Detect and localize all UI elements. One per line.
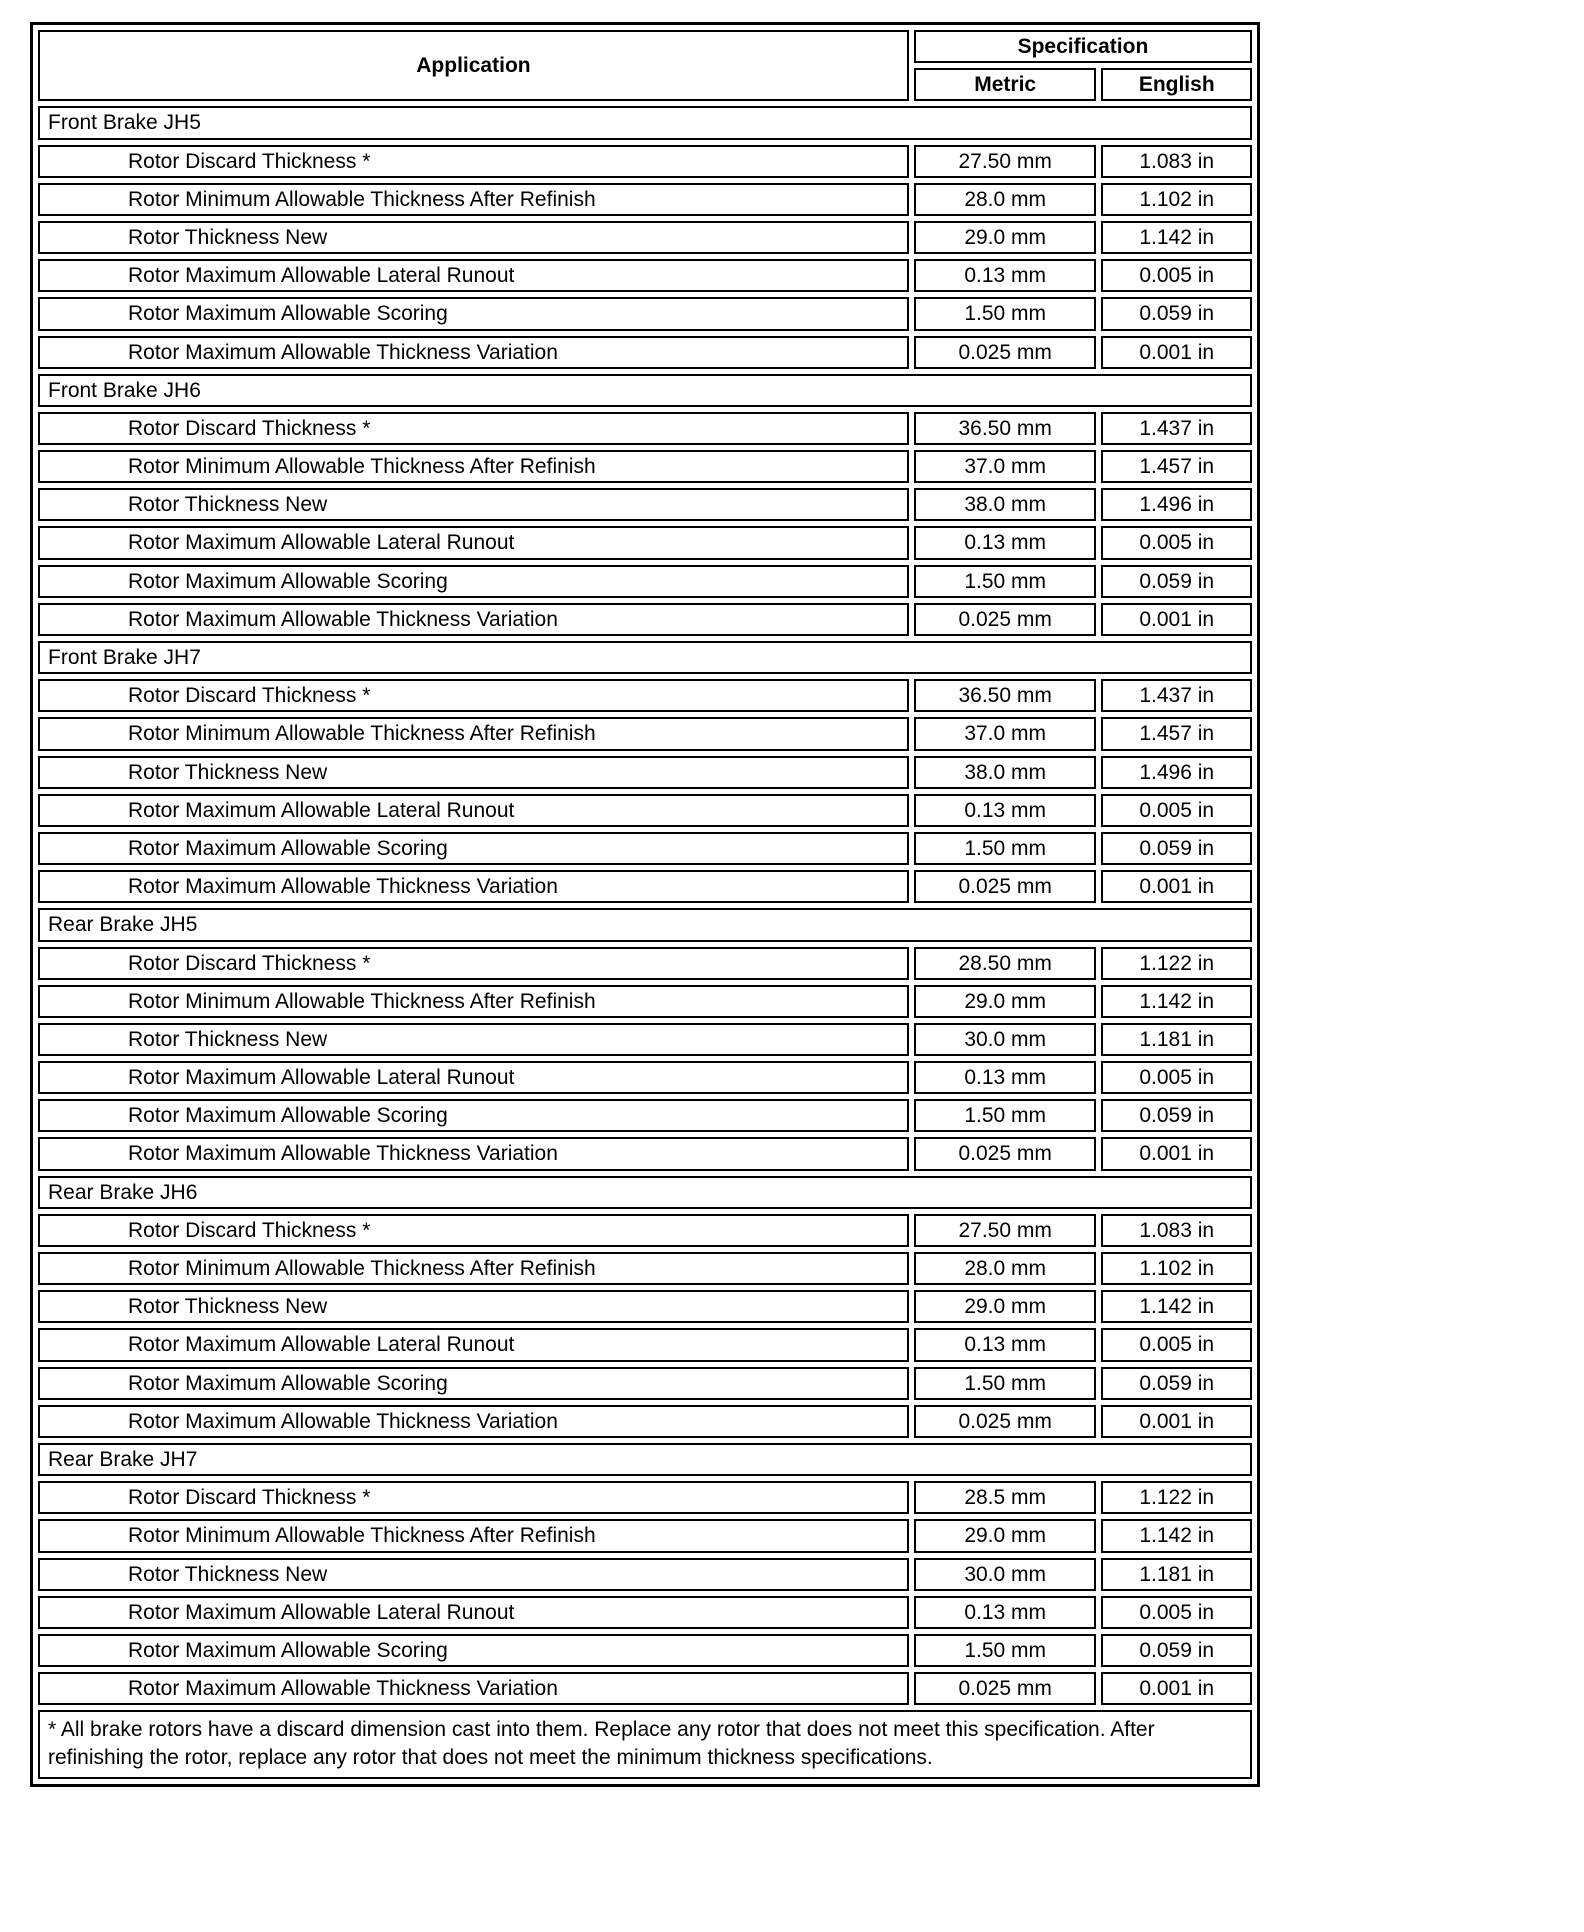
spec-row-label: Rotor Discard Thickness *: [38, 947, 909, 980]
spec-english-value: 0.001 in: [1101, 1405, 1252, 1438]
spec-row: [38, 412, 1252, 445]
spec-row: [38, 565, 1252, 598]
spec-metric-value: 1.50 mm: [914, 1099, 1097, 1132]
spec-row: [38, 221, 1252, 254]
spec-metric-value: 0.13 mm: [914, 526, 1097, 559]
section-title: Front Brake JH6: [38, 374, 1252, 407]
spec-row-label: Rotor Minimum Allowable Thickness After Refinish: [38, 450, 909, 483]
spec-metric-value: 28.5 mm: [914, 1481, 1097, 1514]
spec-row-label: Rotor Maximum Allowable Thickness Variation: [38, 1405, 909, 1438]
spec-metric-value: 0.025 mm: [914, 870, 1097, 903]
spec-row-label: Rotor Maximum Allowable Lateral Runout: [38, 259, 909, 292]
spec-english-value: 0.005 in: [1101, 1061, 1252, 1094]
spec-metric-value: 1.50 mm: [914, 832, 1097, 865]
spec-english-value: 1.083 in: [1101, 145, 1252, 178]
spec-row-label: Rotor Maximum Allowable Thickness Variation: [38, 336, 909, 369]
section-title: Rear Brake JH5: [38, 908, 1252, 941]
section-header-row: [38, 106, 1252, 139]
spec-row-label: Rotor Maximum Allowable Thickness Variation: [38, 1672, 909, 1705]
spec-row: [38, 1061, 1252, 1094]
spec-metric-value: 36.50 mm: [914, 412, 1097, 445]
spec-row-label: Rotor Minimum Allowable Thickness After Refinish: [38, 985, 909, 1018]
spec-english-value: 1.496 in: [1101, 488, 1252, 521]
spec-english-value: 0.059 in: [1101, 1099, 1252, 1132]
spec-row: [38, 1023, 1252, 1056]
spec-row: [38, 756, 1252, 789]
spec-row: [38, 679, 1252, 712]
spec-row-label: Rotor Minimum Allowable Thickness After Refinish: [38, 1252, 909, 1285]
section-header-row: [38, 1176, 1252, 1209]
spec-row-label: Rotor Maximum Allowable Lateral Runout: [38, 1061, 909, 1094]
spec-metric-value: 0.025 mm: [914, 603, 1097, 636]
spec-row-label: Rotor Minimum Allowable Thickness After Refinish: [38, 183, 909, 216]
spec-metric-value: 28.0 mm: [914, 1252, 1097, 1285]
spec-metric-value: 37.0 mm: [914, 450, 1097, 483]
spec-metric-value: 1.50 mm: [914, 297, 1097, 330]
spec-metric-value: 38.0 mm: [914, 488, 1097, 521]
english-column-header: English: [1101, 68, 1252, 101]
spec-metric-value: 29.0 mm: [914, 221, 1097, 254]
spec-english-value: 1.437 in: [1101, 679, 1252, 712]
spec-row-label: Rotor Discard Thickness *: [38, 412, 909, 445]
spec-row-label: Rotor Maximum Allowable Scoring: [38, 565, 909, 598]
spec-english-value: 1.181 in: [1101, 1558, 1252, 1591]
spec-row-label: Rotor Maximum Allowable Lateral Runout: [38, 1328, 909, 1361]
spec-row: [38, 1099, 1252, 1132]
spec-english-value: 0.059 in: [1101, 1367, 1252, 1400]
spec-row: [38, 1367, 1252, 1400]
spec-row-label: Rotor Thickness New: [38, 1290, 909, 1323]
spec-english-value: 0.005 in: [1101, 794, 1252, 827]
section-header-row: [38, 641, 1252, 674]
section-title: Front Brake JH7: [38, 641, 1252, 674]
spec-metric-value: 27.50 mm: [914, 145, 1097, 178]
spec-row: [38, 488, 1252, 521]
spec-english-value: 1.102 in: [1101, 1252, 1252, 1285]
spec-english-value: 0.001 in: [1101, 1672, 1252, 1705]
metric-column-header: Metric: [914, 68, 1097, 101]
spec-metric-value: 29.0 mm: [914, 1290, 1097, 1323]
spec-row-label: Rotor Maximum Allowable Thickness Variation: [38, 603, 909, 636]
spec-row: [38, 1405, 1252, 1438]
spec-row: [38, 1634, 1252, 1667]
spec-row: [38, 336, 1252, 369]
spec-english-value: 0.005 in: [1101, 526, 1252, 559]
spec-row: [38, 1290, 1252, 1323]
spec-row-label: Rotor Maximum Allowable Scoring: [38, 1367, 909, 1400]
spec-row: [38, 985, 1252, 1018]
footnote-row: [38, 1710, 1252, 1779]
spec-metric-value: 0.13 mm: [914, 1061, 1097, 1094]
spec-row-label: Rotor Thickness New: [38, 221, 909, 254]
section-title: Rear Brake JH7: [38, 1443, 1252, 1476]
spec-metric-value: 1.50 mm: [914, 565, 1097, 598]
specification-column-group-header: Specification: [914, 30, 1252, 63]
spec-english-value: 1.122 in: [1101, 1481, 1252, 1514]
spec-english-value: 0.005 in: [1101, 1596, 1252, 1629]
spec-row-label: Rotor Maximum Allowable Lateral Runout: [38, 794, 909, 827]
spec-english-value: 1.181 in: [1101, 1023, 1252, 1056]
spec-english-value: 1.142 in: [1101, 1290, 1252, 1323]
spec-row: [38, 1596, 1252, 1629]
spec-metric-value: 36.50 mm: [914, 679, 1097, 712]
spec-row: [38, 450, 1252, 483]
spec-row: [38, 259, 1252, 292]
spec-english-value: 0.001 in: [1101, 603, 1252, 636]
section-title: Front Brake JH5: [38, 106, 1252, 139]
spec-metric-value: 30.0 mm: [914, 1023, 1097, 1056]
spec-row: [38, 870, 1252, 903]
spec-row-label: Rotor Maximum Allowable Scoring: [38, 1099, 909, 1132]
spec-row: [38, 1328, 1252, 1361]
spec-english-value: 0.001 in: [1101, 870, 1252, 903]
spec-english-value: 0.059 in: [1101, 297, 1252, 330]
spec-english-value: 1.142 in: [1101, 985, 1252, 1018]
spec-row-label: Rotor Minimum Allowable Thickness After Refinish: [38, 1519, 909, 1552]
spec-metric-value: 28.0 mm: [914, 183, 1097, 216]
section-header-row: [38, 908, 1252, 941]
spec-english-value: 0.001 in: [1101, 1137, 1252, 1170]
spec-metric-value: 29.0 mm: [914, 1519, 1097, 1552]
spec-metric-value: 28.50 mm: [914, 947, 1097, 980]
spec-metric-value: 0.025 mm: [914, 1405, 1097, 1438]
spec-row-label: Rotor Maximum Allowable Lateral Runout: [38, 526, 909, 559]
spec-english-value: 1.122 in: [1101, 947, 1252, 980]
spec-row-label: Rotor Minimum Allowable Thickness After Refinish: [38, 717, 909, 750]
spec-metric-value: 0.13 mm: [914, 1328, 1097, 1361]
spec-metric-value: 1.50 mm: [914, 1634, 1097, 1667]
spec-row-label: Rotor Discard Thickness *: [38, 1481, 909, 1514]
spec-metric-value: 0.13 mm: [914, 794, 1097, 827]
spec-metric-value: 29.0 mm: [914, 985, 1097, 1018]
spec-english-value: 1.102 in: [1101, 183, 1252, 216]
section-title: Rear Brake JH6: [38, 1176, 1252, 1209]
spec-metric-value: 27.50 mm: [914, 1214, 1097, 1247]
spec-row: [38, 947, 1252, 980]
spec-english-value: 1.457 in: [1101, 717, 1252, 750]
spec-english-value: 0.059 in: [1101, 1634, 1252, 1667]
spec-metric-value: 0.13 mm: [914, 1596, 1097, 1629]
spec-row: [38, 1214, 1252, 1247]
footnote-text: * All brake rotors have a discard dimension cast into them. Replace any rotor that does not meet this specification. After refinishing the rotor, replace any rotor that does not meet the minimum thickness specifications.: [38, 1710, 1252, 1779]
section-header-row: [38, 374, 1252, 407]
spec-row: [38, 717, 1252, 750]
spec-english-value: 1.437 in: [1101, 412, 1252, 445]
spec-row-label: Rotor Maximum Allowable Lateral Runout: [38, 1596, 909, 1629]
spec-metric-value: 30.0 mm: [914, 1558, 1097, 1591]
spec-row-label: Rotor Thickness New: [38, 488, 909, 521]
spec-row: [38, 832, 1252, 865]
spec-english-value: 1.142 in: [1101, 1519, 1252, 1552]
section-header-row: [38, 1443, 1252, 1476]
spec-row-label: Rotor Maximum Allowable Scoring: [38, 297, 909, 330]
spec-metric-value: 0.025 mm: [914, 336, 1097, 369]
spec-row-label: Rotor Maximum Allowable Scoring: [38, 832, 909, 865]
spec-table-body: [38, 106, 1252, 1705]
spec-row-label: Rotor Thickness New: [38, 1558, 909, 1591]
spec-row: [38, 1672, 1252, 1705]
spec-english-value: 1.496 in: [1101, 756, 1252, 789]
spec-row: [38, 297, 1252, 330]
spec-metric-value: 1.50 mm: [914, 1367, 1097, 1400]
spec-row-label: Rotor Maximum Allowable Scoring: [38, 1634, 909, 1667]
spec-metric-value: 0.13 mm: [914, 259, 1097, 292]
spec-row: [38, 526, 1252, 559]
spec-english-value: 0.059 in: [1101, 832, 1252, 865]
spec-metric-value: 37.0 mm: [914, 717, 1097, 750]
spec-english-value: 1.457 in: [1101, 450, 1252, 483]
spec-metric-value: 0.025 mm: [914, 1137, 1097, 1170]
table-header: [38, 30, 1252, 101]
spec-english-value: 1.083 in: [1101, 1214, 1252, 1247]
spec-row-label: Rotor Thickness New: [38, 756, 909, 789]
spec-english-value: 1.142 in: [1101, 221, 1252, 254]
spec-row-label: Rotor Maximum Allowable Thickness Variation: [38, 1137, 909, 1170]
spec-english-value: 0.001 in: [1101, 336, 1252, 369]
table-footer: [38, 1710, 1252, 1779]
spec-row: [38, 1137, 1252, 1170]
spec-row-label: Rotor Discard Thickness *: [38, 1214, 909, 1247]
spec-row: [38, 1519, 1252, 1552]
spec-row: [38, 1481, 1252, 1514]
spec-row-label: Rotor Maximum Allowable Thickness Variation: [38, 870, 909, 903]
header-row-1: [38, 30, 1252, 63]
spec-row: [38, 183, 1252, 216]
spec-row: [38, 794, 1252, 827]
brake-rotor-spec-table: [30, 22, 1260, 1787]
spec-metric-value: 0.025 mm: [914, 1672, 1097, 1705]
spec-english-value: 0.059 in: [1101, 565, 1252, 598]
spec-metric-value: 38.0 mm: [914, 756, 1097, 789]
spec-row: [38, 1252, 1252, 1285]
spec-row: [38, 1558, 1252, 1591]
spec-row-label: Rotor Discard Thickness *: [38, 145, 909, 178]
spec-row: [38, 603, 1252, 636]
spec-row: [38, 145, 1252, 178]
spec-row-label: Rotor Thickness New: [38, 1023, 909, 1056]
application-column-header: Application: [38, 30, 909, 101]
spec-row-label: Rotor Discard Thickness *: [38, 679, 909, 712]
spec-english-value: 0.005 in: [1101, 259, 1252, 292]
spec-english-value: 0.005 in: [1101, 1328, 1252, 1361]
